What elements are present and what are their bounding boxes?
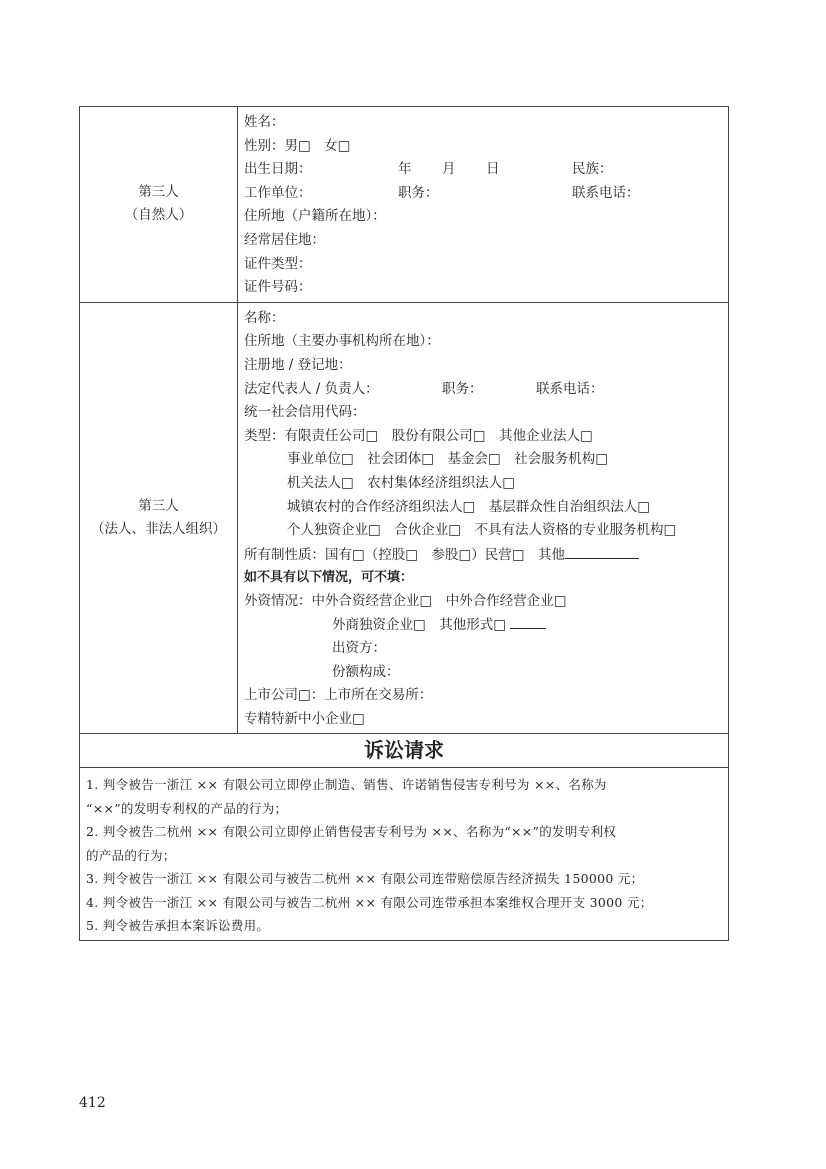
claim-line: 2. 判令被告二杭州 ×× 有限公司立即停止销售侵害专利号为 ××、名称为“××”的发明专利权 [86,824,617,840]
type-options-row-2[interactable]: 事业单位□ 社会团体□ 基金会□ 社会服务机构□ [287,451,609,468]
position-field: 职务： [398,184,439,201]
natural-person-label-cell [80,107,238,303]
claims-title-row [80,734,729,768]
type-label: 类型： [244,427,285,444]
type-line-1 [244,425,728,449]
type-options-row-1[interactable]: 有限责任公司□ 股份有限公司□ 其他企业法人□ [284,427,593,444]
share-field: 份额构成： [332,663,400,680]
natural-person-sublabel: （自然人） [124,207,193,224]
birth-ethnicity-line [244,158,728,182]
entity-address-field: 住所地（主要办事机构所在地）： [244,333,440,350]
name-field: 姓名： [244,114,285,130]
credit-code-field: 统一社会信用代码： [244,404,366,421]
work-line [244,182,728,206]
claims-content [80,768,729,941]
legal-entity-row [80,302,729,734]
ownership-line [244,543,728,567]
legal-entity-label-cell [80,302,238,734]
natural-person-row [80,107,729,303]
other-ownership-blank[interactable] [565,543,639,559]
legal-entity-sublabel: （法人、非法人组织） [91,521,226,538]
day-label: 日 [486,161,500,178]
ethnicity-field: 民族： [572,161,613,178]
female-label: 女 [324,137,338,154]
foreign-options-row-1[interactable]: 中外合资经营企业□ 中外合作经营企业□ [311,592,567,609]
foreign-line-2 [244,613,728,637]
legal-entity-label: 第三人 [138,498,179,515]
entity-phone-field: 联系电话： [536,380,604,397]
female-checkbox[interactable]: □ [337,137,351,154]
claim-line: 3. 判令被告一浙江 ×× 有限公司与被告二杭州 ×× 有限公司连带赔偿原告经济损失 150000 元； [86,871,644,887]
claims-title: 诉讼请求 [80,734,729,768]
optional-note: 如不具有以下情况，可不填： [244,570,414,586]
registration-field: 注册地 / 登记地： [244,356,352,373]
work-unit-field: 工作单位： [244,184,312,201]
claims-row [80,768,729,941]
id-type-field: 证件类型： [244,255,312,272]
foreign-label: 外资情况： [244,592,312,609]
claim-line: 的产品的行为； [86,847,176,863]
claim-line: 5. 判令被告承担本案诉讼费用。 [86,918,270,934]
entity-position-field: 职务： [442,380,483,397]
legal-entity-fields [238,302,729,734]
sme-field[interactable]: 专精特新中小企业□ [244,710,365,727]
type-options-row-3[interactable]: 机关法人□ 农村集体经济组织法人□ [287,474,516,491]
other-form-blank[interactable] [510,613,546,629]
gender-field [244,135,728,159]
natural-person-label: 第三人 [138,184,179,201]
claim-line: 4. 判令被告一浙江 ×× 有限公司与被告二杭州 ×× 有限公司连带承担本案维权合理开支 3000 元； [86,894,653,910]
foreign-options-row-2[interactable]: 外商独资企业□ 其他形式□ [332,617,507,634]
id-number-field: 证件号码： [244,279,312,296]
type-options-row-5[interactable]: 个人独资企业□ 合伙企业□ 不具有法人资格的专业服务机构□ [287,522,677,539]
representative-field: 法定代表人 / 负责人： [244,380,379,397]
ownership-options[interactable]: 所有制性质：国有□（控股□ 参股□）民营□ 其他 [244,546,566,563]
claim-line: “××”的发明专利权的产品的行为； [86,800,288,816]
claim-line: 1. 判令被告一浙江 ×× 有限公司立即停止制造、销售、许诺销售侵害专利号为 ××、名称为 [86,777,607,793]
month-label: 月 [442,161,456,178]
entity-name-field: 名称： [244,309,285,326]
gender-prefix: 性别：男 [244,137,298,154]
birth-date-field: 出生日期： [244,161,312,178]
natural-person-fields [238,107,729,303]
investor-field: 出资方： [332,640,386,657]
residence-field: 经常居住地： [244,231,325,248]
complaint-form-table [79,106,729,941]
domicile-field: 住所地（户籍所在地）： [244,208,386,225]
foreign-line-1 [244,590,728,614]
representative-line [244,378,728,402]
type-options-row-4[interactable]: 城镇农村的合作经济组织法人□ 基层群众性自治组织法人□ [287,498,651,515]
page-number: 412 [79,1095,106,1111]
listed-company-field[interactable]: 上市公司□：上市所在交易所： [244,687,433,704]
phone-field: 联系电话： [572,184,640,201]
year-label: 年 [398,161,412,178]
male-checkbox[interactable]: □ [298,137,311,154]
